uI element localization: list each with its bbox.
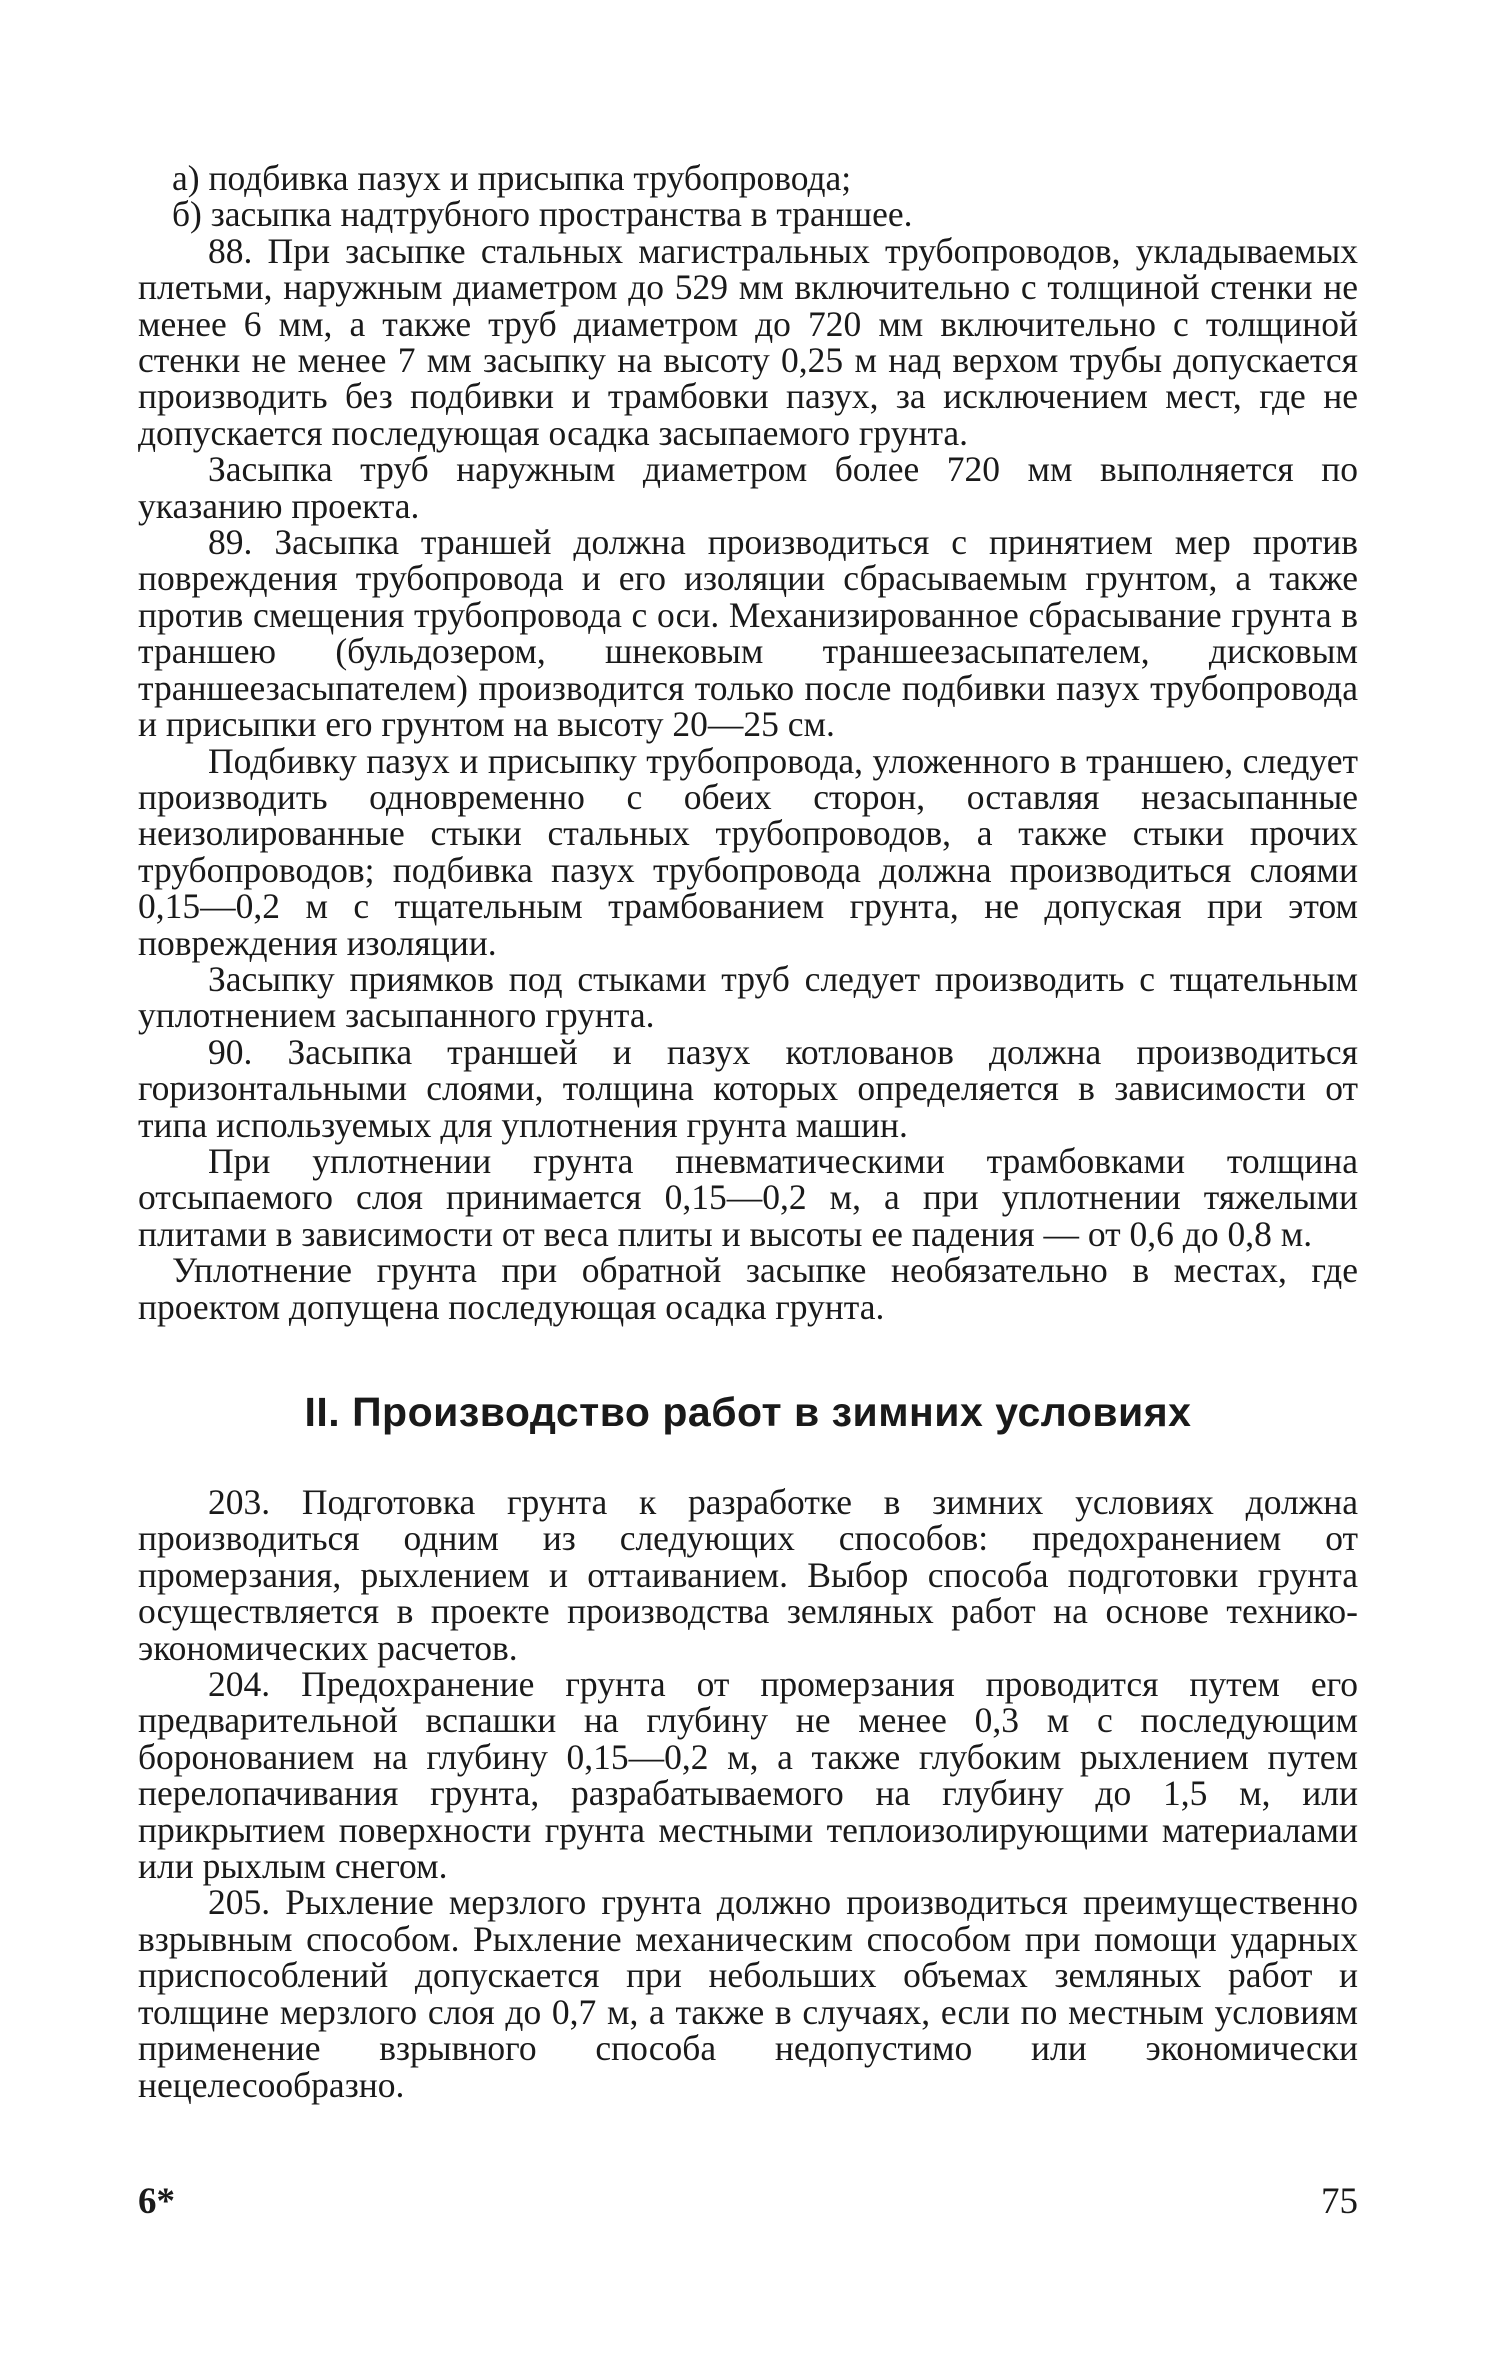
paragraph-89: 89. Засыпка траншей должна производиться с принятием мер против повреждения трубопровода и его изоляции сбрасываемым грунтом, а также против смещения трубопровода с оси. Механизированное сбрасывание грунта в траншею (бульдозером, шнековым траншеезасыпателем, дисковым траншеезасыпателем) производится только после подбивки пазух трубопровода и присыпки его грунтом на высоту 20—25 см. [138, 522, 1358, 745]
paragraph-203: 203. Подготовка грунта к разработке в зимних условиях должна производиться одним из следующих способов: предохранением от промерзания, рыхлением и оттаиванием. Выбор способа подготовки грунта осуществляется в проекте производства земляных работ на основе технико-экономических расчетов. [138, 1482, 1358, 1668]
list-item-a: а) подбивка пазух и присыпка трубопровода; [172, 158, 852, 198]
paragraph-204: 204. Предохранение грунта от промерзания проводится путем его предварительной вспашки на глубину не менее 0,3 м с последующим боронованием на глубину 0,15—0,2 м, а также глубоким рыхлением путем перелопачивания грунта, разрабатываемого на глубину до 1,5 м, или прикрытием поверхности грунта местными теплоизолирующими материалами или рыхлым снегом. [138, 1664, 1358, 1887]
paragraph-89-pits: Засыпку приямков под стыками труб следует производить с тщательным уплотнением засыпанного грунта. [138, 958, 1358, 1036]
page-number: 75 [1321, 2181, 1358, 2222]
section-heading: II. Производство работ в зимних условиях [304, 1389, 1192, 1435]
paragraph-90-compaction: При уплотнении грунта пневматическими трамбовками толщина отсыпаемого слоя принимается 0,15—0,2 м, а при уплотнении тяжелыми плитами в зависимости от веса плиты и высоты ее падения — от 0,6 до 0,8 м. [138, 1140, 1358, 1254]
signature-mark: 6* [138, 2181, 175, 2222]
paragraph-205: 205. Рыхление мерзлого грунта должно производиться преимущественно взрывным способом. Рыхление механическим способом при помощи ударных приспособлений допускается при небольших объемах земляных работ и толщине мерзлого слоя до 0,7 м, а также в случаях, если по местным условиям применение взрывного способа недопустимо или экономически нецелесообразно. [138, 1882, 1358, 2105]
paragraph-88-continued: Засыпка труб наружным диаметром более 720 мм выполняется по указанию проекта. [138, 449, 1358, 526]
paragraph-88: 88. При засыпке стальных магистральных трубопроводов, укладываемых плетьми, наружным диаметром до 529 мм включительно с толщиной стенки не менее 6 мм, а также труб диаметром до 720 мм включительно с толщиной стенки не менее 7 мм засыпку на высоту 0,25 м над верхом трубы допускается производить без подбивки и трамбовки пазух, за исключением мест, где не допускается последующая осадка засыпаемого грунта. [138, 230, 1358, 453]
page-content [138, 160, 1358, 2103]
paragraph-90: 90. Засыпка траншей и пазух котлованов должна производиться горизонтальными слоями, толщина которых определяется в зависимости от типа используемых для уплотнения грунта машин. [138, 1031, 1358, 1145]
paragraph-90-note: Уплотнение грунта при обратной засыпке необязательно в местах, где проектом допущена последующая осадка грунта. [138, 1250, 1358, 1327]
list-item-b: б) засыпка надтрубного пространства в траншее. [172, 194, 913, 235]
paragraph-89-tamping: Подбивку пазух и присыпку трубопровода, уложенного в траншею, следует производить одновременно с обеих сторон, оставляя незасыпанные неизолированные стыки стальных трубопроводов, а также стыки прочих трубопроводов; подбивка пазух трубопровода должна производиться слоями 0,15—0,2 м с тщательным трамбованием грунта, не допуская при этом повреждения изоляции. [138, 740, 1358, 963]
